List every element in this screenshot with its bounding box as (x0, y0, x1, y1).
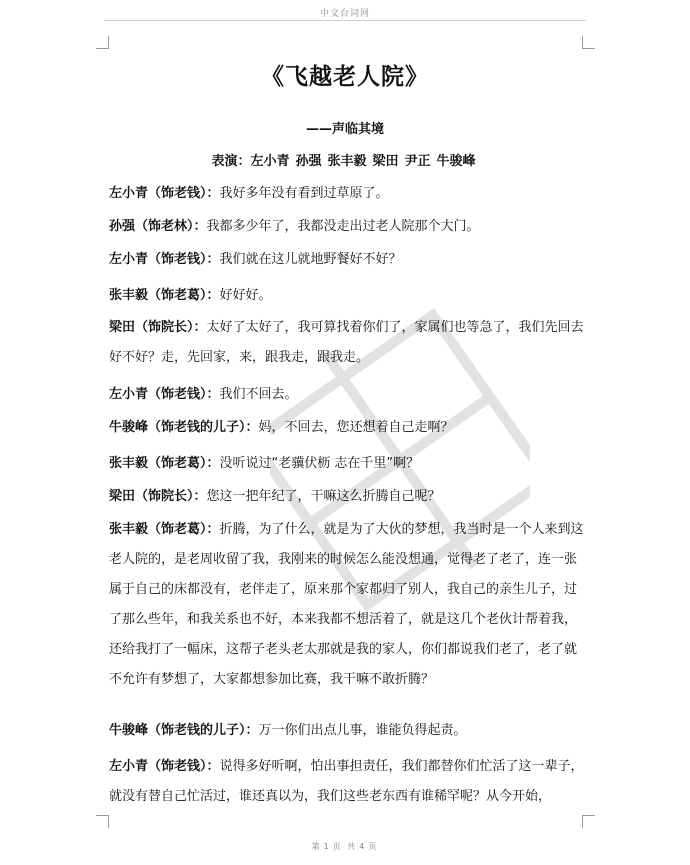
cast-name: 张丰毅 (327, 154, 367, 169)
speaker-name: 牛骏峰（饰老钱的儿子）： (109, 723, 259, 738)
document-subtitle: ——声临其境 (305, 122, 384, 137)
dialogue-line (109, 482, 584, 512)
margin-mark-bottom-left (96, 815, 109, 828)
footer-suffix: 页 (368, 842, 379, 851)
dialogue-line (109, 515, 584, 695)
dialogue-text: 我们就在这儿就地野餐好不好？ (219, 252, 402, 267)
speaker-name: 左小青（饰老钱）： (109, 186, 220, 201)
cast-name: 梁田 (372, 154, 399, 169)
margin-mark-bottom-right (582, 815, 595, 828)
speaker-name: 左小青（饰老钱）： (109, 759, 220, 774)
speaker-name: 左小青（饰老钱）： (109, 387, 220, 402)
dialogue-line (109, 449, 584, 479)
cast-name: 牛骏峰 (436, 154, 476, 169)
header-rule (104, 20, 586, 21)
dialogue-line (109, 281, 584, 311)
footer-middle: 页 共 (332, 842, 358, 851)
dialogue-text: 说得多好听啊，怕出事担责任，我们都替你们忙活了这一辈子，就没有替自己忙活过，谁还真以为，我们这些老东西有谁稀罕呢？从今开始， (109, 759, 584, 804)
dialogue-text: 好好好。 (219, 288, 272, 303)
dialogue-line (109, 716, 584, 746)
dialogue-text: 我好多年没有看到过草原了。 (219, 186, 389, 201)
dialogue-line (109, 413, 584, 443)
speaker-name: 张丰毅（饰老葛）： (109, 288, 220, 303)
dialogue-line (109, 313, 584, 373)
speaker-name: 牛骏峰（饰老钱的儿子）： (109, 420, 259, 435)
dialogue-text: 万一你们出点儿事，谁能负得起责。 (258, 723, 467, 738)
dialogue-text: 您这一把年纪了，干嘛这么折腾自己呢？ (206, 489, 441, 504)
dialogue-line (109, 380, 584, 410)
cast-list (0, 150, 690, 169)
footer-prefix: 第 (311, 842, 322, 851)
dialogue-line (109, 212, 584, 242)
page-header: 中文台词网 (319, 9, 370, 19)
dialogue-text: 妈，不回去，您还想着自己走啊？ (258, 420, 454, 435)
cast-name: 尹正 (404, 154, 431, 169)
document-title: 《飞越老人院》 (261, 64, 429, 90)
dialogue-line (109, 179, 584, 209)
cast-label: 表演： (211, 154, 251, 169)
speaker-name: 梁田（饰院长）： (109, 320, 207, 335)
speaker-name: 张丰毅（饰老葛）： (109, 522, 220, 537)
dialogue-text: 太好了太好了，我可算找着你们了，家属们也等急了，我们先回去好不好？走，先回家，来，跟我走，跟我走。 (109, 320, 584, 365)
speaker-name: 梁田（饰院长）： (109, 489, 207, 504)
dialogue-text: 我都多少年了，我都没走出过老人院那个大门。 (206, 219, 480, 234)
current-page-number: 1 (323, 842, 331, 851)
dialogue-text: 我们不回去。 (219, 387, 298, 402)
margin-mark-top-left (96, 36, 109, 49)
speaker-name: 张丰毅（饰老葛）： (109, 456, 220, 471)
dialogue-text: 没听说过“老骥伏枥 志在千里”啊？ (219, 456, 420, 471)
page-footer (0, 841, 690, 852)
speaker-name: 左小青（饰老钱）： (109, 252, 220, 267)
total-page-count: 4 (359, 842, 367, 851)
cast-name: 左小青 (250, 154, 290, 169)
dialogue-line (109, 752, 584, 812)
speaker-name: 孙强（饰老林）： (109, 219, 207, 234)
dialogue-text: 折腾，为了什么，就是为了大伙的梦想，我当时是一个人来到这老人院的，是老周收留了我，我刚来的时候怎么能没想通，觉得老了老了，连一张属于自己的床都没有，老伴走了，原来那个家都归了别人，我自己的亲生儿子，过了那么些年，和我关系也不好，本来我都不想活着了，就是这几个老伙计帮着我，还给我打了一幅床，这帮子老头老太那就是我的家人，你们都说我们老了，老了就不允许有梦想了，大家都想参加比赛，我干嘛不敢折腾？ (109, 522, 584, 687)
dialogue-line (109, 245, 584, 275)
margin-mark-top-right (582, 36, 595, 49)
cast-name: 孙强 (295, 154, 322, 169)
